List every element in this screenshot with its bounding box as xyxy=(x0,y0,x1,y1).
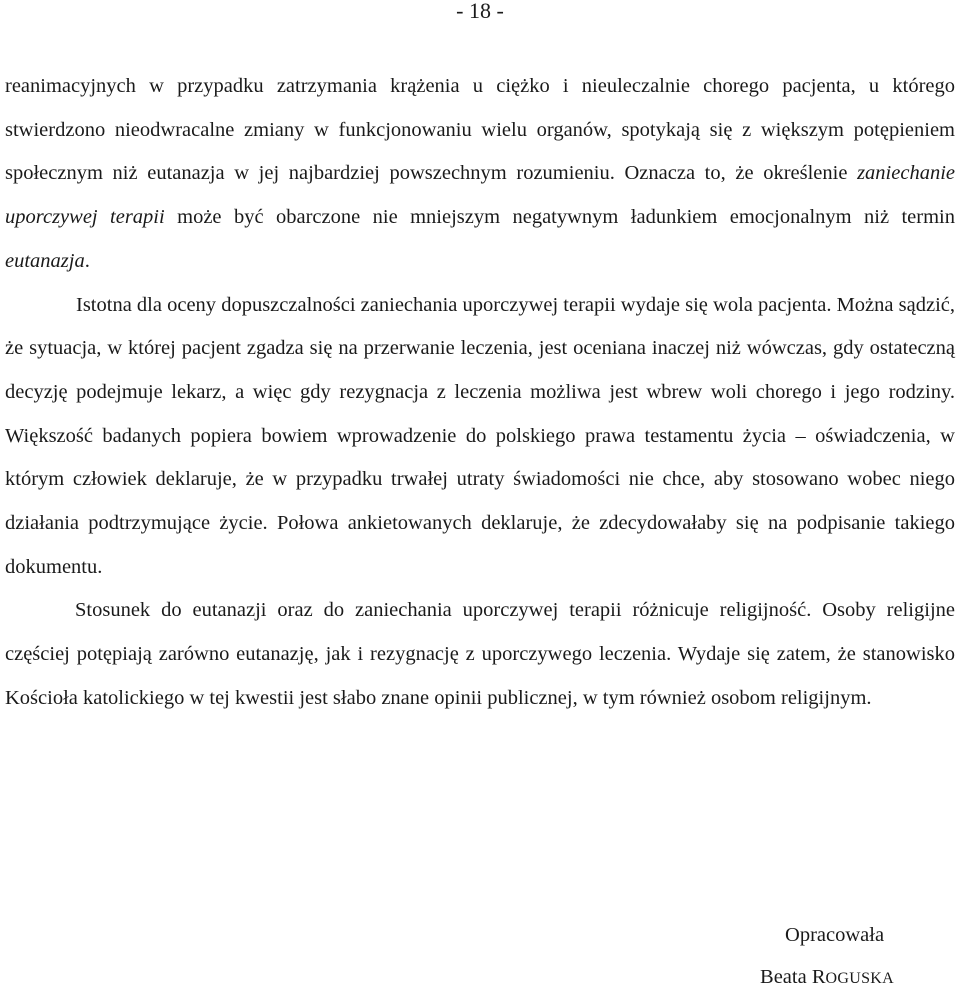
paragraph-2-text: Istotna dla oceny dopuszczalności zaniechania uporczywej terapii wydaje się wola pacjenta. Można sądzić, że sytuacja, w której pacjent zgadza się na przerwanie leczenia, jest oceniana inaczej niż wówczas, gdy ostateczną decyzję podejmuje lekarz, a więc gdy rezygnacja z leczenia możliwa jest wbrew woli chorego i jego rodziny. Większość badanych popiera bowiem wprowadzenie do polskiego prawa testamentu życia – oświadczenia, w którym człowiek deklaruje, że w przypadku trwałej utraty świadomości nie chce, aby stosowano wobec niego działania podtrzymujące życie. Połowa ankietowanych deklaruje, że zdecydowałaby się na podpisanie takiego dokumentu. xyxy=(5,293,955,578)
signature-first-name: Beata xyxy=(760,966,807,988)
paragraph-1-text: reanimacyjnych w przypadku zatrzymania krążenia u ciężko i nieuleczalnie chorego pacjenta, u którego stwierdzono nieodwracalne zmiany w funkcjonowaniu wielu organów, spotykają się z większym potępieniem społecznym niż eutanazja w jej najbardziej powszechnym rozumieniu. Oznacza to, że określenie xyxy=(5,75,955,185)
paragraph-1 xyxy=(5,65,955,284)
paragraph-1-text-cont: może być obarczone nie mniejszym negatywnym ładunkiem emocjonalnym niż termin xyxy=(164,206,955,229)
page-number: - 18 - xyxy=(456,0,504,23)
body-text xyxy=(5,65,955,721)
paragraph-2 xyxy=(5,284,955,590)
term-zaniechanie-uporczywej-terapii: zaniechanie uporczywej terapii xyxy=(5,162,955,229)
signature-last-name-rest: OGUSKA xyxy=(825,970,894,987)
paragraph-1-period: . xyxy=(84,249,90,272)
signature-last-name-initial: R xyxy=(811,966,826,988)
signature-label: Opracowała xyxy=(785,924,885,946)
term-eutanazja: eutanazja xyxy=(5,249,85,272)
paragraph-3-text: Stosunek do eutanazji oraz do zaniechania uporczywej terapii różnicuje religijność. Osoby religijne częściej potępiają zarówno eutanazję, jak i rezygnację z uporczywego leczenia. Wydaje się zatem, że stanowisko Kościoła katolickiego w tej kwestii jest słabo znane opinii publicznej, w tym również osobom religijnym. xyxy=(5,599,955,709)
paragraph-3 xyxy=(5,589,955,720)
signature xyxy=(760,914,894,1000)
signature-name xyxy=(760,956,894,1000)
